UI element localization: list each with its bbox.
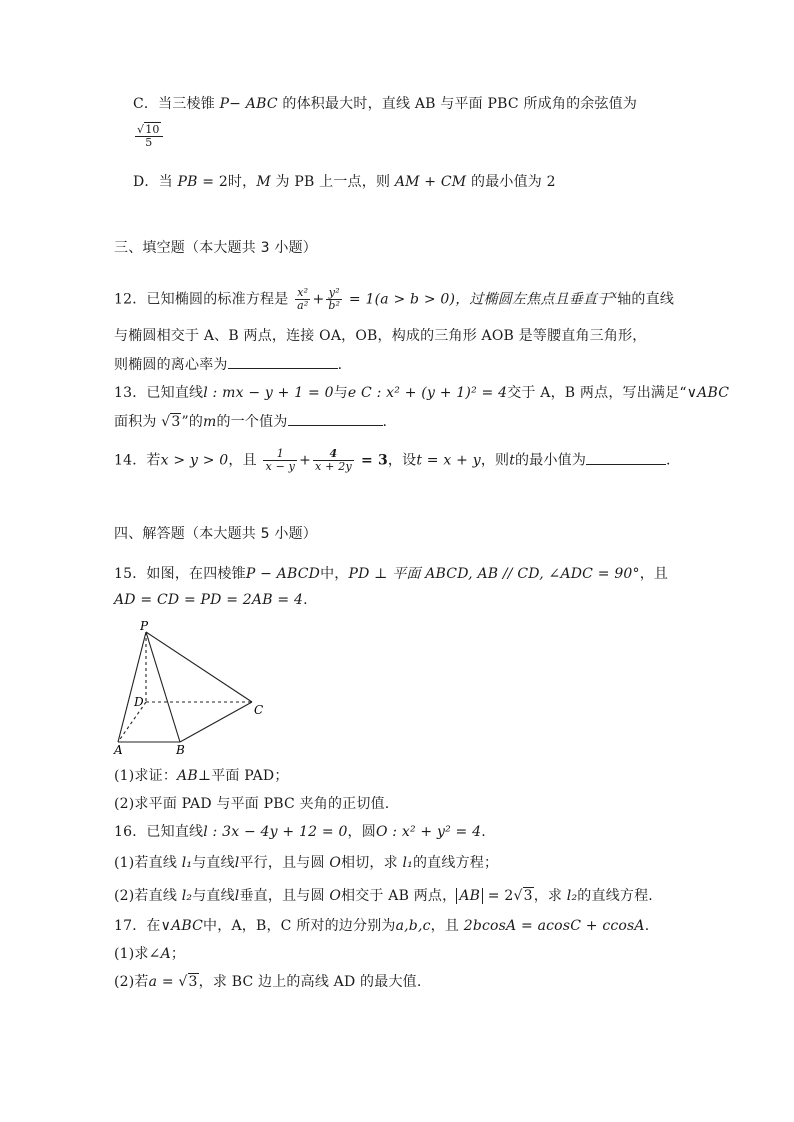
question-15-line2: AD = CD = PD = 2AB = 4. xyxy=(114,592,308,608)
label-d: D xyxy=(134,695,144,709)
option-c-answer-fraction: $\frac{√10}{5}$ xyxy=(133,124,165,149)
edge-pb xyxy=(146,632,180,742)
option-d: D．当 PB = 2时，M 为 PB 上一点，则 AM + CM 的最小值为 2 xyxy=(133,174,556,190)
sqrt-symbol: √10 xyxy=(137,123,160,136)
question-13-line1: 13．已知直线l : mx − y + 1 = 0与e C : x² + (y + 1)² = 4交于 A，B 两点，写出满足“∨ABC xyxy=(114,385,730,401)
answer-blank[interactable] xyxy=(586,450,666,465)
answer-blank[interactable] xyxy=(288,411,383,426)
section-heading-solutions: 四、解答题（本大题共 5 小题） xyxy=(114,526,318,542)
edge-pc xyxy=(146,632,252,702)
question-12-line3: 则椭圆的离心率为 . xyxy=(114,354,342,375)
section-heading-fill-in: 三、填空题（本大题共 3 小题） xyxy=(114,240,318,256)
label-a: A xyxy=(114,743,123,757)
label-p: P xyxy=(140,619,149,633)
question-17-part1: (1)求∠A； xyxy=(114,946,186,962)
edge-pa xyxy=(118,632,146,742)
question-15-part2: (2)求平面 PAD 与平面 PBC 夹角的正切值. xyxy=(114,796,390,812)
question-12-line1: 12．已知椭圆的标准方程是 $\frac{\text{x²}}{\text{a²}}$ + $\frac{\text{y²}}{\text{b²}}$ = 1(a > b > 0)，过椭圆左焦点且垂直于$^x$轴的直线 xyxy=(114,286,675,313)
question-17-part2: (2)若a = √3，求 BC 边上的高线 AD 的最大值. xyxy=(114,974,422,990)
option-c-line1: C．当三棱锥 P− ABC 的体积最大时，直线 AB 与平面 PBC 所成角的余弦值为 xyxy=(133,96,638,112)
question-16-line1: 16．已知直线l : 3x − 4y + 12 = 0，圆O : x² + y² = 4. xyxy=(114,824,486,840)
question-13-line2: 面积为 √3”的m的一个值为 . xyxy=(114,411,387,432)
sqrt-symbol: √3 xyxy=(513,888,533,904)
question-16-part2: (2)若直线 l₂与直线l垂直，且与圆 O相交于 AB 两点， AB = 2√3，求 l₂的直线方程. xyxy=(114,888,653,904)
edge-bc xyxy=(180,702,252,742)
sqrt-symbol: √3 xyxy=(178,974,198,990)
question-15-line1: 15．如图，在四棱锥P − ABCD中，PD ⊥ 平面 ABCD, AB // CD, ∠ADC = 90°，且 xyxy=(114,566,669,582)
question-16-part1: (1)若直线 l₁与直线l平行，且与圆 O相切，求 l₁的直线方程； xyxy=(114,855,499,871)
label-b: B xyxy=(176,743,185,757)
answer-blank[interactable] xyxy=(228,354,338,369)
question-17-line1: 17．在∨ABC中，A，B，C 所对的边分别为a,b,c，且 2bcosA = acosC + ccosA. xyxy=(114,918,650,934)
question-15-part1: (1)求证：AB⊥平面 PAD； xyxy=(114,768,289,784)
sqrt-symbol: √3 xyxy=(161,414,181,430)
label-c: C xyxy=(254,703,264,717)
question-14: 14．若x > y > 0，且 $\frac{1}{x - y}$ + $\frac{4}{x + 2y}$ = 3，设t = x + y，则t的最小值为 . xyxy=(114,447,671,473)
pyramid-figure xyxy=(108,618,278,758)
question-12-line2: 与椭圆相交于 A、B 两点，连接 OA，OB，构成的三角形 AOB 是等腰直角三角形， xyxy=(114,328,647,344)
